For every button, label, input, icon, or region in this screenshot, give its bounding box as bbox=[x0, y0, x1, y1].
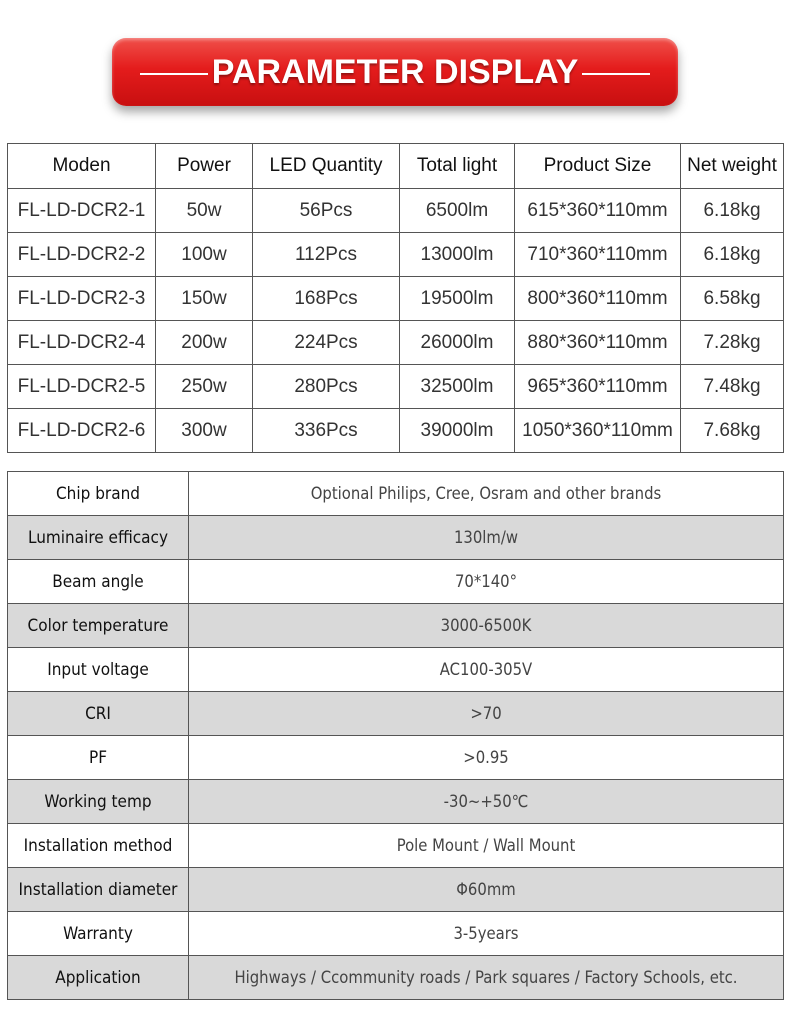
param-label: Installation method bbox=[8, 824, 189, 868]
cell-total-light: 6500lm bbox=[400, 189, 515, 233]
table-row bbox=[8, 365, 784, 409]
cell-model: FL-LD-DCR2-1 bbox=[8, 189, 156, 233]
table-row bbox=[8, 277, 784, 321]
cell-power: 200w bbox=[156, 321, 253, 365]
param-row-pf bbox=[8, 736, 784, 780]
param-value: Φ60mm bbox=[189, 868, 784, 912]
param-label: PF bbox=[8, 736, 189, 780]
cell-power: 300w bbox=[156, 409, 253, 453]
param-row-color-temperature bbox=[8, 604, 784, 648]
param-row-luminaire-efficacy bbox=[8, 516, 784, 560]
header-power: Power bbox=[156, 144, 253, 189]
header-total-light: Total light bbox=[400, 144, 515, 189]
cell-product-size: 800*360*110mm bbox=[515, 277, 681, 321]
cell-total-light: 26000lm bbox=[400, 321, 515, 365]
banner-right-dash bbox=[582, 73, 650, 75]
param-value: 3000-6500K bbox=[189, 604, 784, 648]
header-led-quantity: LED Quantity bbox=[253, 144, 400, 189]
table-row bbox=[8, 409, 784, 453]
spec-table bbox=[7, 143, 784, 453]
cell-model: FL-LD-DCR2-6 bbox=[8, 409, 156, 453]
param-value: Optional Philips, Cree, Osram and other brands bbox=[189, 472, 784, 516]
param-label: Beam angle bbox=[8, 560, 189, 604]
spec-header-row bbox=[8, 144, 784, 189]
param-row-input-voltage bbox=[8, 648, 784, 692]
cell-model: FL-LD-DCR2-5 bbox=[8, 365, 156, 409]
param-row-warranty bbox=[8, 912, 784, 956]
param-label: Working temp bbox=[8, 780, 189, 824]
cell-power: 100w bbox=[156, 233, 253, 277]
param-value: 130lm/w bbox=[189, 516, 784, 560]
param-label: Application bbox=[8, 956, 189, 1000]
cell-total-light: 13000lm bbox=[400, 233, 515, 277]
param-label: Warranty bbox=[8, 912, 189, 956]
cell-product-size: 615*360*110mm bbox=[515, 189, 681, 233]
cell-net-weight: 6.18kg bbox=[681, 189, 784, 233]
param-row-installation-method bbox=[8, 824, 784, 868]
param-value: >70 bbox=[189, 692, 784, 736]
param-value: 70*140° bbox=[189, 560, 784, 604]
cell-net-weight: 7.68kg bbox=[681, 409, 784, 453]
header-moden: Moden bbox=[8, 144, 156, 189]
param-row-application bbox=[8, 956, 784, 1000]
param-label: Luminaire efficacy bbox=[8, 516, 189, 560]
param-label: Color temperature bbox=[8, 604, 189, 648]
title-banner bbox=[112, 38, 678, 106]
cell-led-quantity: 56Pcs bbox=[253, 189, 400, 233]
cell-net-weight: 7.28kg bbox=[681, 321, 784, 365]
param-label: CRI bbox=[8, 692, 189, 736]
param-value: Highways / Ccommunity roads / Park squares / Factory Schools, etc. bbox=[189, 956, 784, 1000]
param-value: AC100-305V bbox=[189, 648, 784, 692]
cell-power: 150w bbox=[156, 277, 253, 321]
cell-led-quantity: 280Pcs bbox=[253, 365, 400, 409]
table-row bbox=[8, 189, 784, 233]
cell-total-light: 32500lm bbox=[400, 365, 515, 409]
cell-led-quantity: 168Pcs bbox=[253, 277, 400, 321]
cell-net-weight: 7.48kg bbox=[681, 365, 784, 409]
banner-left-dash bbox=[140, 73, 208, 75]
banner-title: PARAMETER DISPLAY bbox=[211, 52, 579, 91]
table-row bbox=[8, 321, 784, 365]
param-row-cri bbox=[8, 692, 784, 736]
cell-product-size: 880*360*110mm bbox=[515, 321, 681, 365]
param-label: Input voltage bbox=[8, 648, 189, 692]
parameter-table bbox=[7, 471, 784, 1000]
param-row-chip-brand bbox=[8, 472, 784, 516]
param-label: Chip brand bbox=[8, 472, 189, 516]
param-value: >0.95 bbox=[189, 736, 784, 780]
param-value: -30~+50℃ bbox=[189, 780, 784, 824]
banner-title-wrap bbox=[112, 38, 678, 106]
cell-net-weight: 6.58kg bbox=[681, 277, 784, 321]
param-row-installation-diameter bbox=[8, 868, 784, 912]
cell-total-light: 39000lm bbox=[400, 409, 515, 453]
cell-total-light: 19500lm bbox=[400, 277, 515, 321]
cell-led-quantity: 336Pcs bbox=[253, 409, 400, 453]
param-value: Pole Mount / Wall Mount bbox=[189, 824, 784, 868]
param-value: 3-5years bbox=[189, 912, 784, 956]
cell-power: 50w bbox=[156, 189, 253, 233]
cell-product-size: 710*360*110mm bbox=[515, 233, 681, 277]
cell-net-weight: 6.18kg bbox=[681, 233, 784, 277]
cell-model: FL-LD-DCR2-2 bbox=[8, 233, 156, 277]
header-net-weight: Net weight bbox=[681, 144, 784, 189]
header-product-size: Product Size bbox=[515, 144, 681, 189]
cell-product-size: 965*360*110mm bbox=[515, 365, 681, 409]
cell-model: FL-LD-DCR2-3 bbox=[8, 277, 156, 321]
cell-power: 250w bbox=[156, 365, 253, 409]
cell-product-size: 1050*360*110mm bbox=[515, 409, 681, 453]
table-row bbox=[8, 233, 784, 277]
param-row-beam-angle bbox=[8, 560, 784, 604]
cell-led-quantity: 112Pcs bbox=[253, 233, 400, 277]
cell-led-quantity: 224Pcs bbox=[253, 321, 400, 365]
cell-model: FL-LD-DCR2-4 bbox=[8, 321, 156, 365]
param-label: Installation diameter bbox=[8, 868, 189, 912]
param-row-working-temp bbox=[8, 780, 784, 824]
